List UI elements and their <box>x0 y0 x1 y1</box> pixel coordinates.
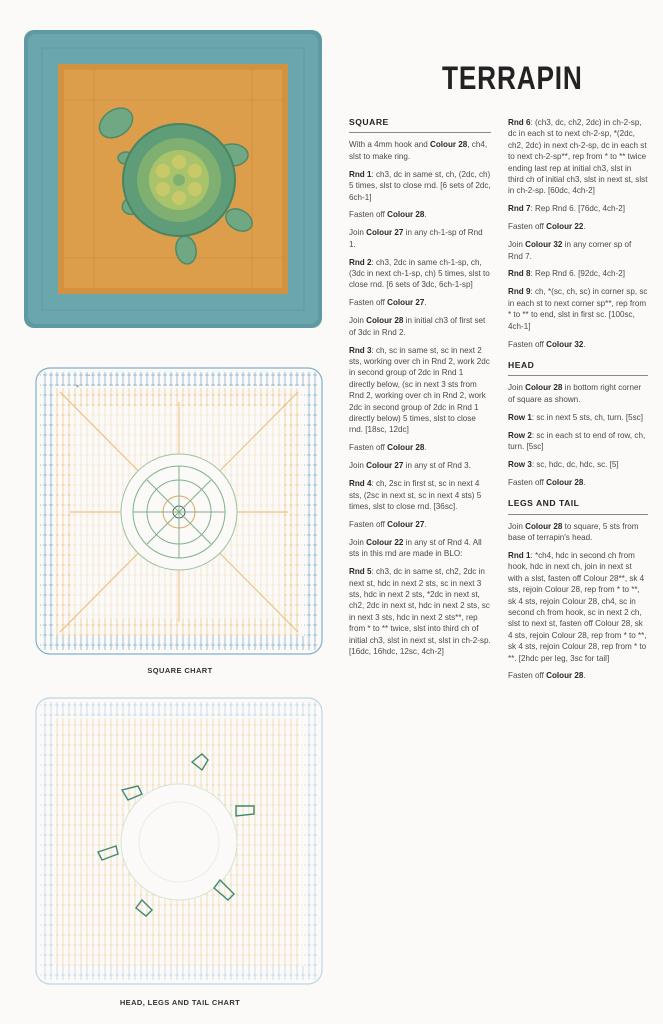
instruction-text: . <box>424 298 427 308</box>
instruction-keyword: Colour 28 <box>366 316 404 326</box>
instruction-text: in any st of Rnd 3. <box>403 461 471 471</box>
instruction-keyword: Colour 28 <box>525 383 563 393</box>
instruction-paragraph <box>349 297 491 308</box>
instruction-keyword: Rnd 7 <box>508 204 531 214</box>
instructions-column-1 <box>349 117 491 664</box>
instruction-keyword: Rnd 9 <box>508 287 531 297</box>
instruction-paragraph <box>508 239 648 262</box>
instruction-keyword: Colour 28 <box>546 671 584 681</box>
instruction-keyword: Rnd 4 <box>349 479 372 489</box>
instruction-text: Join <box>349 228 367 238</box>
instruction-keyword: Rnd 1 <box>508 550 531 560</box>
instruction-keyword: Colour 32 <box>546 339 584 349</box>
instruction-keyword: Rnd 3 <box>349 345 372 355</box>
instruction-paragraph <box>508 268 648 279</box>
instruction-text: in any st of Rnd 4. All sts in this rnd are made in BLO: <box>349 537 482 559</box>
instruction-keyword: Row 2 <box>508 430 532 440</box>
instruction-text: . <box>583 477 586 487</box>
instruction-paragraph <box>508 477 648 488</box>
instruction-text: in initial ch3 of first set of 3dc in Rnd 2. <box>349 316 486 337</box>
instruction-text: With a 4mm hook and <box>349 140 430 150</box>
instruction-text: in any corner sp of Rnd 7. <box>508 240 632 261</box>
instruction-text: Fasten off <box>349 210 388 220</box>
instruction-paragraph <box>349 139 491 162</box>
instruction-paragraph <box>508 412 648 423</box>
instruction-paragraph <box>508 221 648 232</box>
instruction-text: . <box>424 443 427 453</box>
instruction-keyword: Rnd 8 <box>508 269 531 279</box>
instruction-text: : ch, *(sc, ch, sc) in corner sp, sc in each st to next corner sp**, rep from * to ** to end, slst in first sc. [100sc, 4ch-1] <box>508 287 648 331</box>
instruction-paragraph <box>349 460 491 471</box>
instruction-paragraph <box>349 227 491 250</box>
instruction-keyword: Row 1 <box>508 412 532 422</box>
instruction-text: : (ch3, dc, ch2, 2dc) in ch-2-sp, dc in each st to next ch-2-sp, *(2dc, ch2, 2dc) in next ch-2-sp, dc in each st to next ch-2-sp**, rep from * to ** twice ending last rep at initial ch3, slst in third ch of initial ch3, slst in next st, slst in ch-2-sp. [60dc, 4ch-2] <box>508 118 648 196</box>
section-heading-legs-tail: LEGS AND TAIL <box>508 498 648 514</box>
instruction-paragraph <box>349 169 491 203</box>
instruction-text: : ch3, dc in same st, ch2, 2dc in next st, hdc in next 2 sts, sc in next 3 sts, hdc in next 2 sts, *2dc in next st, ch2, 2dc in next st, hdc in next 2 sts, sc in next 3 sts, hdc in next 2 sts**, rep from * to ** twice, slst into third ch of initial ch3, slst in next st, slst in ch-2-sp. [16dc, 16hdc, 12sc, 4ch-2] <box>349 567 491 656</box>
instruction-text: to square, 5 sts from base of terrapin's head. <box>508 521 639 542</box>
instruction-keyword: Colour 27 <box>366 228 404 238</box>
instruction-text: Join <box>508 383 526 393</box>
instruction-paragraph <box>349 566 491 657</box>
instruction-text: : ch, sc in same st, sc in next 2 sts, working over ch in Rnd 2, work 2dc in second group of 2dc in Rnd 1 directly below, (sc in next 3 sts from Rnd 2, working over ch in Rnd 2, work 2dc in second group of 2dc in Rnd 1 directly below) 5 times, slst to close rnd. [18sc, 12dc] <box>349 345 490 435</box>
section-heading-head: HEAD <box>508 360 648 376</box>
instruction-text: Join <box>349 461 367 471</box>
instruction-paragraph <box>508 550 648 664</box>
instruction-text: : Rep Rnd 6. [92dc, 4ch-2] <box>530 269 625 279</box>
instruction-keyword: Rnd 5 <box>349 567 372 577</box>
instruction-keyword: Colour 22 <box>366 537 404 547</box>
instruction-keyword: Colour 32 <box>525 240 563 250</box>
instruction-text: Fasten off <box>508 671 547 681</box>
instruction-text: Fasten off <box>349 298 388 308</box>
instruction-text: : Rep Rnd 6. [76dc, 4ch-2] <box>530 204 625 214</box>
instruction-keyword: Colour 22 <box>546 222 584 232</box>
instruction-keyword: Colour 28 <box>525 521 563 531</box>
instruction-keyword: Rnd 6 <box>508 118 531 127</box>
instruction-paragraph <box>508 339 648 350</box>
instruction-text: Fasten off <box>349 519 388 529</box>
instruction-paragraph <box>349 345 491 436</box>
instruction-paragraph <box>508 286 648 332</box>
instruction-paragraph <box>349 209 491 220</box>
section-heading-square: SQUARE <box>349 117 491 133</box>
instruction-keyword: Colour 28 <box>546 477 584 487</box>
instruction-text: : *ch4, hdc in second ch from hook, hdc in next ch, join in next st with a slst, fasten off Colour 28**, sk 4 sts, rejoin Colour 28, rep from * to **, sk 4 sts, rejoin Colour 28, ch4, sc in second ch from hook, sc in next 2 ch, slst to next st, fasten off Colour 28, sk 4 sts, rejoin Colour 28, rep from * to **, sk 4 sts, rejoin Colour 28, rep from * to **. [2hdc per leg, 3sc for tail] <box>508 550 647 663</box>
instruction-keyword: Colour 27 <box>387 519 425 529</box>
head-legs-tail-chart <box>30 692 328 990</box>
instruction-keyword: Row 3 <box>508 459 532 469</box>
instruction-keyword: Colour 28 <box>387 443 425 453</box>
instruction-paragraph <box>349 315 491 338</box>
head-legs-tail-chart-label: HEAD, LEGS AND TAIL CHART <box>119 998 241 1007</box>
terrapin-square-photo <box>24 30 322 328</box>
instruction-text: Join <box>508 240 526 250</box>
instruction-text: : sc in next 5 sts, ch, turn. [5sc] <box>531 412 643 422</box>
instruction-text: : sc in each st to end of row, ch, turn. [5sc] <box>508 430 646 451</box>
instruction-text: Join <box>508 521 526 531</box>
instruction-text: : ch3, 2dc in same ch-1-sp, ch, (3dc in next ch-1-sp, ch) 5 times, slst to close rnd. [6 sets of 3dc, 6ch-1-sp] <box>349 257 490 290</box>
instruction-text: in bottom right corner of square as shown. <box>508 383 642 404</box>
instruction-text: in any ch-1-sp of Rnd 1. <box>349 228 483 249</box>
instruction-text: . <box>424 210 427 220</box>
instruction-paragraph <box>508 459 648 470</box>
instruction-paragraph <box>349 442 491 453</box>
instruction-paragraph <box>508 430 648 453</box>
instruction-text: : ch, 2sc in first st, sc in next 4 sts, (2sc in next st, sc in next 4 sts) 5 times, slst to close rnd. [36sc]. <box>349 479 482 511</box>
instruction-text: Fasten off <box>349 443 388 453</box>
instruction-paragraph <box>508 382 648 405</box>
square-chart <box>30 362 328 660</box>
instruction-paragraph <box>508 670 648 681</box>
instruction-keyword: Colour 28 <box>429 140 468 150</box>
instructions-column-2 <box>508 117 648 688</box>
instruction-paragraph <box>508 521 648 544</box>
instruction-keyword: Colour 27 <box>366 461 404 471</box>
instruction-paragraph <box>349 478 491 512</box>
instruction-text: . <box>583 671 586 681</box>
instruction-text: : ch3, dc in same st, ch, (2dc, ch) 5 times, slst to close rnd. [6 sets of 2dc, 6ch-1] <box>349 169 491 202</box>
svg-text:×: × <box>76 384 79 390</box>
instruction-text: Fasten off <box>508 339 547 349</box>
svg-text:→: → <box>86 372 91 378</box>
instruction-text: . <box>424 519 427 529</box>
instruction-text: Fasten off <box>508 477 547 487</box>
instruction-paragraph <box>508 203 648 214</box>
instruction-text: Join <box>349 316 367 326</box>
instruction-keyword: Colour 27 <box>387 298 425 308</box>
instruction-paragraph <box>508 117 648 197</box>
square-chart-label: SQUARE CHART <box>147 666 213 675</box>
instruction-paragraph <box>349 257 491 291</box>
instruction-paragraph <box>349 519 491 530</box>
instruction-text: : sc, hdc, dc, hdc, sc. [5] <box>531 459 619 469</box>
instruction-keyword: Rnd 2 <box>349 257 372 267</box>
instruction-text: . <box>583 339 586 349</box>
instruction-keyword: Colour 28 <box>387 210 425 220</box>
instruction-text: Join <box>349 537 367 547</box>
instruction-text: . <box>583 222 586 232</box>
instruction-paragraph <box>349 537 491 560</box>
instruction-text: , ch4, slst to make ring. <box>349 140 488 161</box>
page-title: TERRAPIN <box>442 60 583 96</box>
instruction-text: Fasten off <box>508 222 547 232</box>
instruction-keyword: Rnd 1 <box>349 169 372 179</box>
